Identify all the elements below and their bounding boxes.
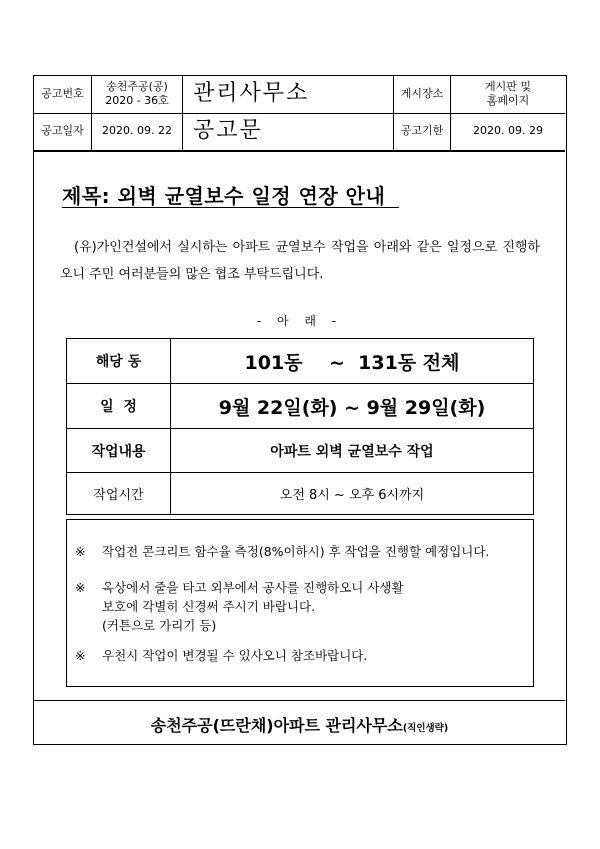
post-place-label: 게시장소 — [394, 76, 451, 113]
footer-office-name: 송천주공(뜨란채)아파트 관리사무소 — [150, 716, 403, 735]
dong-value: 101동 ~ 131동 전체 — [171, 339, 534, 384]
office-title: 관리사무소 — [183, 76, 394, 113]
notes-box — [66, 519, 534, 687]
info-table — [66, 338, 534, 515]
info-row-time — [67, 473, 534, 515]
time-value: 오전 8시 ~ 오후 6시까지 — [171, 473, 534, 515]
schedule-value: 9월 22일(화) ~ 9월 29일(화) — [171, 384, 534, 429]
note-3-text: 우천시 작업이 변경될 수 있사오니 참조바랍니다. — [102, 648, 368, 663]
info-row-schedule — [67, 384, 534, 429]
intro-paragraph: (유)가인건설에서 실시하는 아파트 균열보수 작업을 아래와 같은 일정으로 진행하오니 주민 여러분들의 많은 협조 부탁드립니다. — [60, 240, 540, 282]
info-row-dong — [67, 339, 534, 384]
notice-no-label: 공고번호 — [34, 76, 92, 113]
note-mark: ※ — [75, 544, 86, 559]
notice-frame — [33, 75, 567, 745]
below-marker: - 아 래 - — [256, 314, 343, 328]
dong-label: 해당 동 — [67, 339, 171, 384]
footer-seal-omitted: (직인생략) — [402, 723, 449, 734]
footer-divider — [34, 700, 565, 701]
work-value: 아파트 외벽 균열보수 작업 — [171, 429, 534, 473]
schedule-label: 일 정 — [67, 384, 171, 429]
footer-signature — [34, 713, 565, 736]
notice-title: 공고문 — [183, 113, 394, 150]
info-row-work — [67, 429, 534, 473]
notice-date-label: 공고일자 — [34, 113, 92, 150]
header-table — [34, 76, 565, 151]
work-label: 작업내용 — [67, 429, 171, 473]
notice-no-value: 송천주공(공) 2020 - 36호 — [92, 76, 183, 113]
subject-underline — [62, 207, 399, 208]
note-1-text: 작업전 콘크리트 함수율 측정(8%이하시) 후 작업을 진행할 예정입니다. — [102, 544, 490, 559]
header-divider — [34, 151, 565, 152]
period-label: 공고기한 — [394, 113, 451, 150]
note-mark: ※ — [75, 580, 86, 595]
time-label: 작업시간 — [67, 473, 171, 515]
note-2-text: 옥상에서 줄을 타고 외부에서 공사를 진행하오니 사생활 보호에 각별히 신경써 주시기 바랍니다. (커튼으로 가리기 등) — [102, 580, 404, 633]
post-place-value: 게시판 및 홈페이지 — [451, 76, 566, 113]
subject-title: 제목: 외벽 균열보수 일정 연장 안내 — [62, 184, 386, 208]
note-mark: ※ — [75, 648, 86, 663]
notice-date-value: 2020. 09. 22 — [92, 113, 183, 150]
period-value: 2020. 09. 29 — [451, 113, 566, 150]
